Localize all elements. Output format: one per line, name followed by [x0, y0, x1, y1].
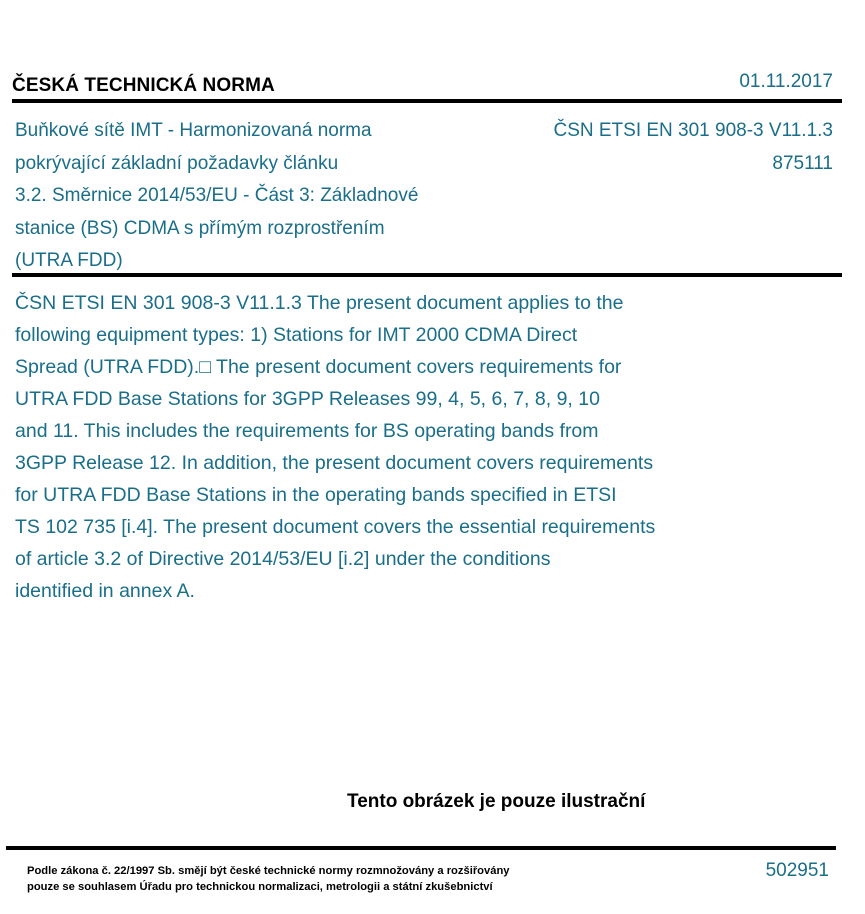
title-line: stanice (BS) CDMA s přímým rozprostřením: [15, 217, 385, 239]
standard-designation: ČSN ETSI EN 301 908-3 V11.1.3: [553, 120, 833, 141]
abstract-line: ČSN ETSI EN 301 908-3 V11.1.3 The present document applies to the: [15, 292, 624, 314]
abstract-line: identified in annex A.: [15, 580, 195, 602]
legal-line: Podle zákona č. 22/1997 Sb. smějí být české technické normy rozmnožovány a rozšiřovány: [27, 865, 510, 877]
legal-line: pouze se souhlasem Úřadu pro technickou normalizaci, metrologii a státní zkušebnictví: [27, 881, 493, 893]
abstract-line: UTRA FDD Base Stations for 3GPP Releases 99, 4, 5, 6, 7, 8, 9, 10: [15, 388, 600, 410]
abstract-text: [15, 287, 745, 607]
catalog-number: 875111: [772, 152, 833, 174]
standard-identifiers: [553, 115, 833, 180]
title-line: Buňkové sítě IMT - Harmonizovaná norma: [15, 120, 372, 141]
abstract-line: of article 3.2 of Directive 2014/53/EU [i.2] under the conditions: [15, 548, 551, 570]
abstract-line: for UTRA FDD Base Stations in the operating bands specified in ETSI: [15, 484, 617, 506]
abstract-line: following equipment types: 1) Stations for IMT 2000 CDMA Direct: [15, 324, 578, 346]
norm-heading: ČESKÁ TECHNICKÁ NORMA: [12, 75, 275, 96]
abstract-line: Spread (UTRA FDD).□ The present document covers requirements for: [15, 356, 622, 378]
abstract-line: and 11. This includes the requirements for BS operating bands from: [15, 420, 599, 442]
document-number: 502951: [765, 860, 829, 881]
issue-date: 01.11.2017: [739, 71, 833, 92]
abstract-line: 3GPP Release 12. In addition, the present document covers requirements: [15, 452, 654, 474]
standard-title: [15, 115, 495, 278]
title-divider: [12, 273, 842, 277]
title-line: (UTRA FDD): [15, 250, 123, 271]
illustration-note: Tento obrázek je pouze ilustrační: [347, 791, 646, 812]
title-line: 3.2. Směrnice 2014/53/EU - Část 3: Základnové: [15, 185, 419, 206]
abstract-line: TS 102 735 [i.4]. The present document covers the essential requirements: [15, 516, 656, 538]
title-line: pokrývající základní požadavky článku: [15, 152, 339, 174]
header-divider: [12, 99, 842, 103]
legal-notice: [27, 863, 510, 895]
footer-divider: [6, 846, 836, 850]
